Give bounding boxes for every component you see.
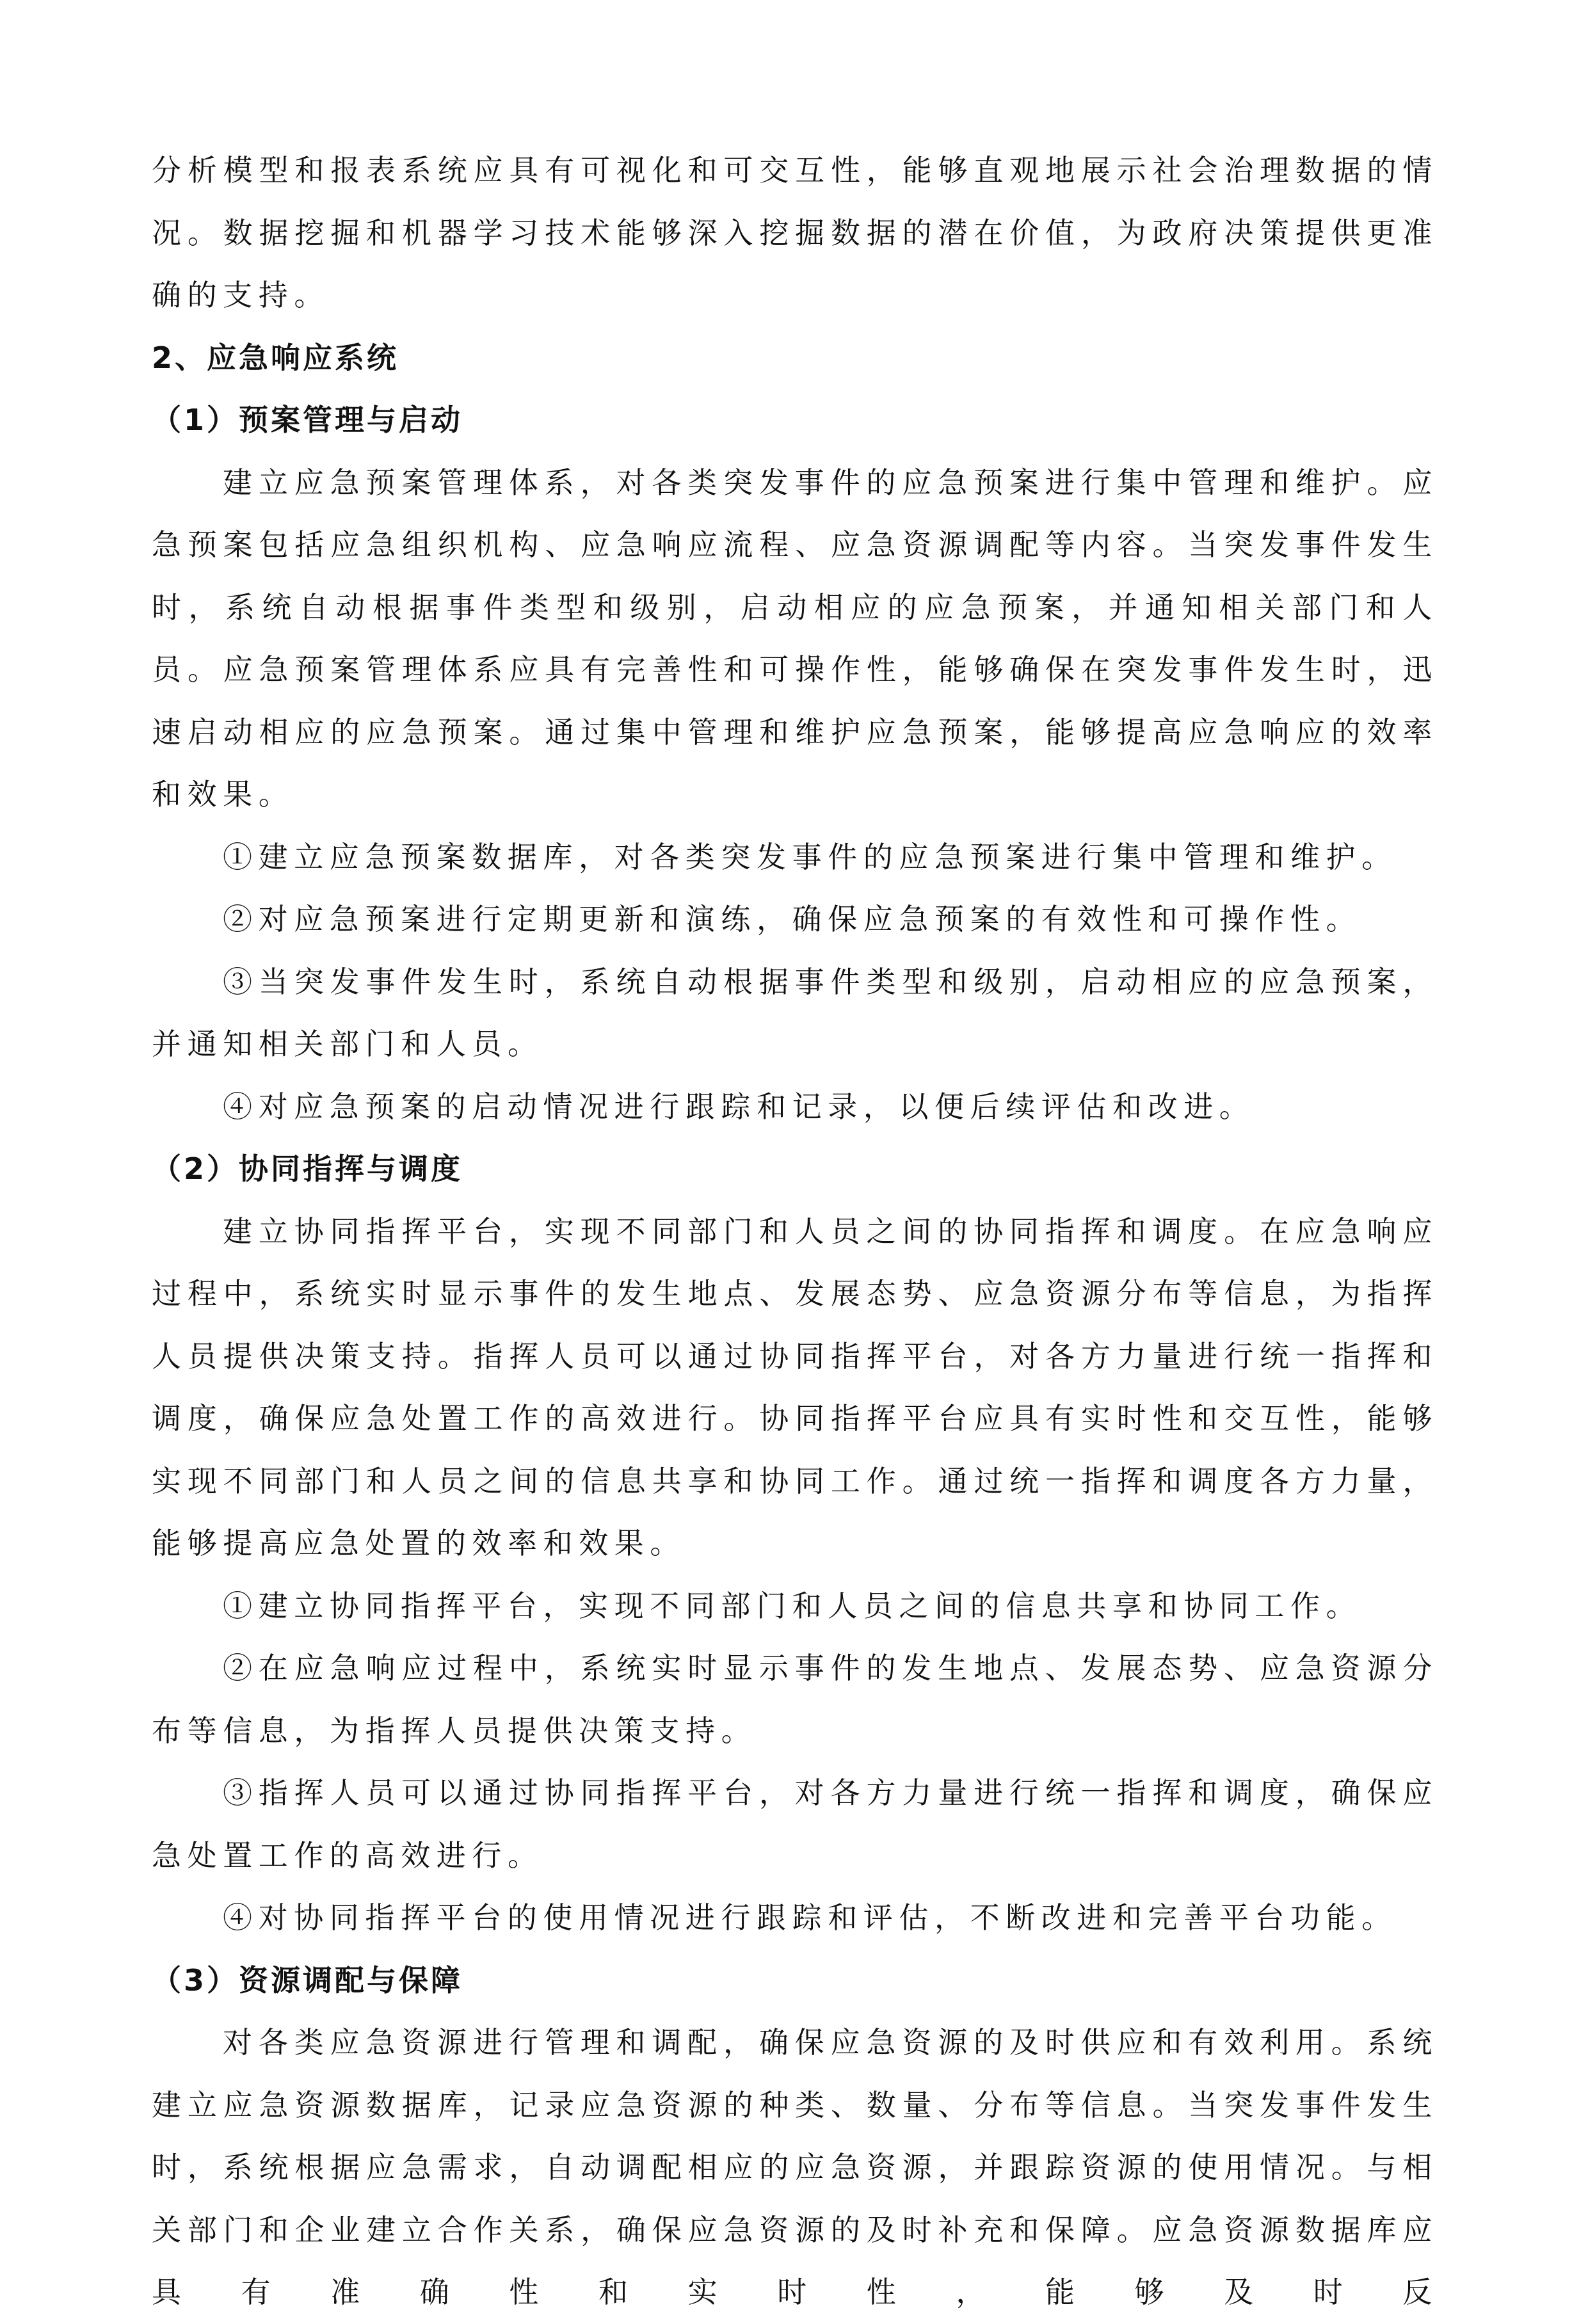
list-item-command-2: ②在应急响应过程中，系统实时显示事件的发生地点、发展态势、应急资源分布等信息，为指挥人员提供决策支持。: [152, 1651, 1438, 1748]
list-item-command-1: ①建立协同指挥平台，实现不同部门和人员之间的信息共享和协同工作。: [223, 1588, 1362, 1623]
list-item-command-4: ④对协同指挥平台的使用情况进行跟踪和评估，不断改进和完善平台功能。: [223, 1900, 1397, 1935]
paragraph-resource-allocation: 对各类应急资源进行管理和调配，确保应急资源的及时供应和有效利用。系统建立应急资源数据库，记录应急资源的种类、数量、分布等信息。当突发事件发生时，系统根据应急需求，自动调配相应的应急资源，并跟踪资源的使用情况。与相关部门和企业建立合作关系，确保应急资源的及时补充和保障。应急资源数据库应具有准确性和实时性，能够及时反: [152, 2025, 1438, 2309]
list-item-plan-1: ①建立应急预案数据库，对各类突发事件的应急预案进行集中管理和维护。: [223, 839, 1397, 874]
document-page: [152, 140, 1438, 2324]
section-heading-emergency-response: 2、应急响应系统: [152, 340, 399, 375]
paragraph-command-dispatch: 建立协同指挥平台，实现不同部门和人员之间的协同指挥和调度。在应急响应过程中，系统实时显示事件的发生地点、发展态势、应急资源分布等信息，为指挥人员提供决策支持。指挥人员可以通过协同指挥平台，对各方力量进行统一指挥和调度，确保应急处置工作的高效进行。协同指挥平台应具有实时性和交互性，能够实现不同部门和人员之间的信息共享和协同工作。通过统一指挥和调度各方力量，能够提高应急处置的效率和效果。: [152, 1214, 1438, 1560]
list-item-plan-3: ③当突发事件发生时，系统自动根据事件类型和级别，启动相应的应急预案，并通知相关部门和人员。: [152, 964, 1438, 1061]
list-item-plan-4: ④对应急预案的启动情况进行跟踪和记录，以便后续评估和改进。: [223, 1089, 1255, 1124]
paragraph-analysis-model: 分析模型和报表系统应具有可视化和可交互性，能够直观地展示社会治理数据的情况。数据挖掘和机器学习技术能够深入挖掘数据的潜在价值，为政府决策提供更准确的支持。: [152, 153, 1438, 312]
paragraph-plan-management: 建立应急预案管理体系，对各类突发事件的应急预案进行集中管理和维护。应急预案包括应急组织机构、应急响应流程、应急资源调配等内容。当突发事件发生时，系统自动根据事件类型和级别，启动相应的应急预案，并通知相关部门和人员。应急预案管理体系应具有完善性和可操作性，能够确保在突发事件发生时，迅速启动相应的应急预案。通过集中管理和维护应急预案，能够提高应急响应的效率和效果。: [152, 465, 1438, 812]
subsection-heading-resource-allocation: （3）资源调配与保障: [152, 1962, 463, 1998]
subsection-heading-command-dispatch: （2）协同指挥与调度: [152, 1151, 463, 1186]
subsection-heading-plan-management: （1）预案管理与启动: [152, 403, 463, 437]
list-item-command-3: ③指挥人员可以通过协同指挥平台，对各方力量进行统一指挥和调度，确保应急处置工作的高效进行。: [152, 1775, 1438, 1873]
list-item-plan-2: ②对应急预案进行定期更新和演练，确保应急预案的有效性和可操作性。: [223, 902, 1362, 936]
